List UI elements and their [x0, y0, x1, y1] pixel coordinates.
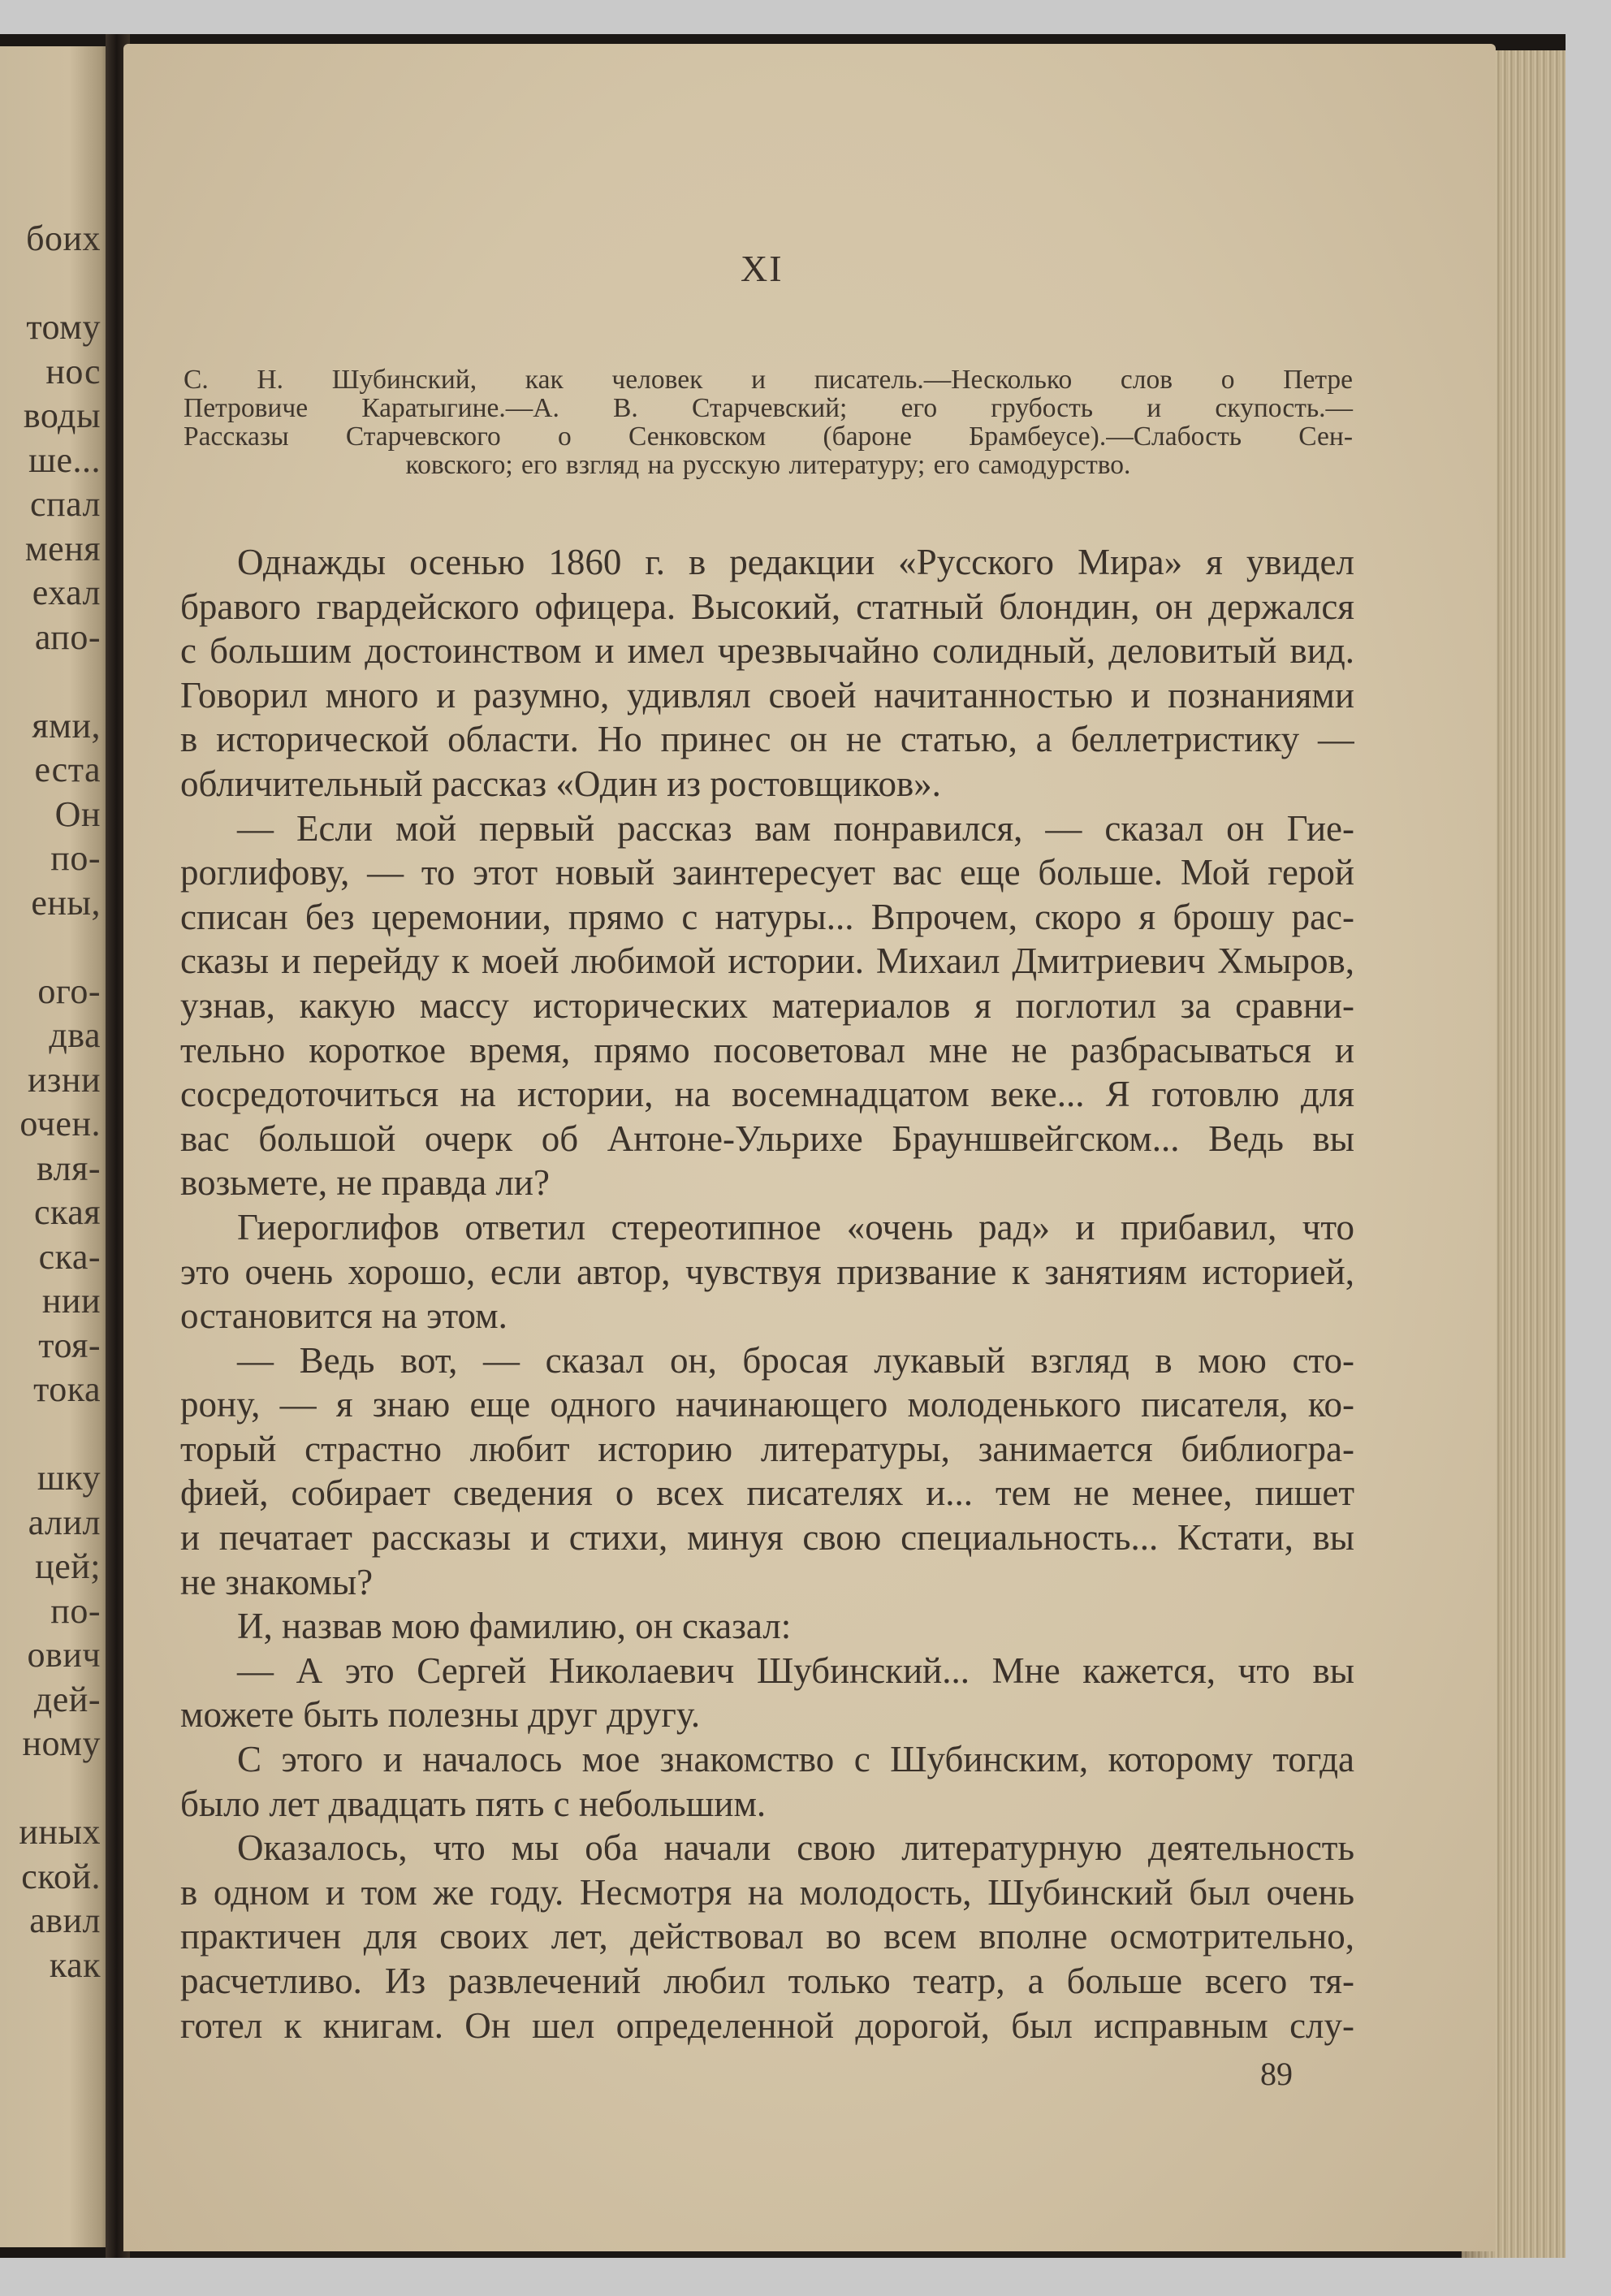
body-line: сосредоточиться на истории, на восемнадцатом веке... Я готовлю для — [180, 1074, 1354, 1115]
left-page-fragment: меня — [24, 528, 101, 569]
body-line: в одном и том же году. Несмотря на молодость, Шубинский был очень — [180, 1871, 1354, 1913]
body-line: вас большой очерк об Антоне-Ульрихе Брауншвейгском... Ведь вы — [180, 1118, 1354, 1159]
body-line: торый страстно любит историю литературы, занимается библиогра- — [180, 1428, 1354, 1469]
body-line: списан без церемонии, прямо с натуры... Впрочем, скоро я брошу рас- — [180, 896, 1354, 937]
body-line: фией, собирает сведения о всех писателях и... тем не менее, пишет — [180, 1472, 1354, 1514]
left-page-fragment: боих — [26, 218, 101, 258]
left-page-fragment: по- — [50, 838, 101, 878]
left-page-fragment: изни — [27, 1059, 101, 1100]
left-page-fragment: тока — [33, 1369, 101, 1409]
left-page-fragment: ович — [27, 1635, 101, 1675]
left-page-fragment: ская — [33, 1192, 101, 1232]
left-page-fragment: по- — [50, 1590, 101, 1631]
body-line: рону, — я знаю еще одного начинающего молоденького писателя, ко- — [180, 1384, 1354, 1425]
left-page-fragment: иных — [19, 1812, 101, 1852]
left-page-fragment: ска- — [38, 1236, 101, 1277]
body-line: С этого и началось мое знакомство с Шубинским, которому тогда — [237, 1739, 1354, 1780]
summary-line: Петровиче Каратыгине.—А. В. Старчевский; его грубость и скупость.— — [184, 393, 1353, 423]
body-line: возьмете, не правда ли? — [180, 1162, 550, 1204]
left-page-fragment: Он — [54, 793, 101, 834]
left-page-fragment: нии — [41, 1281, 101, 1321]
left-page-fragment: вля- — [36, 1148, 101, 1188]
left-page-fragment: как — [49, 1944, 101, 1985]
body-line: готел к книгам. Он шел определенной дорогой, был исправным слу- — [180, 2004, 1354, 2046]
body-line: узнав, какую массу исторических материалов я поглотил за сравни- — [180, 984, 1354, 1026]
left-page-fragment: нос — [45, 351, 101, 391]
chapter-summary — [184, 365, 1353, 479]
body-line: тельно короткое время, прямо посоветовал мне не разбрасываться и — [180, 1029, 1354, 1070]
chapter-number: XI — [741, 248, 784, 289]
body-line: и печатает рассказы и стихи, минуя свою специальность... Кстати, вы — [180, 1517, 1354, 1559]
body-line: расчетливо. Из развлечений любил только театр, а больше всего тя- — [180, 1961, 1354, 2001]
left-page-fragment — [19, 659, 101, 704]
right-page — [123, 44, 1496, 2251]
book-scan — [0, 34, 1566, 2258]
left-page-fragment — [19, 1766, 101, 1811]
left-page-fragment: апо- — [34, 616, 101, 657]
body-line: — Если мой первый рассказ вам понравился, — сказал он Гие- — [237, 807, 1354, 849]
body-line: сказы и перейду к моей любимой истории. Михаил Дмитриевич Хмыров, — [180, 940, 1354, 982]
body-line: — А это Сергей Николаевич Шубинский... Мне кажется, что вы — [237, 1650, 1354, 1691]
left-page-fragment: ены, — [31, 882, 101, 923]
left-page-text-fragments — [19, 217, 101, 1987]
left-page-fragment: воды — [23, 396, 101, 435]
body-line: практичен для своих лет, действовал во всем вполне осмотрительно, — [180, 1916, 1354, 1957]
body-line: это очень хорошо, если автор, чувствуя призвание к занятиям историей, — [180, 1251, 1354, 1292]
body-line: бравого гвардейского офицера. Высокий, статный блондин, он держался — [180, 586, 1354, 627]
body-line: Оказалось, что мы оба начали свою литературную деятельность — [237, 1827, 1354, 1869]
body-line: — Ведь вот, — сказал он, бросая лукавый взгляд в мою сто- — [237, 1339, 1354, 1381]
summary-line: С. Н. Шубинский, как человек и писатель.—Несколько слов о Петре — [184, 365, 1353, 395]
left-page-fragment — [19, 262, 101, 306]
body-line: было лет двадцать пять с небольшим. — [180, 1783, 767, 1824]
left-page-fragment: алил — [28, 1502, 101, 1542]
summary-line: Рассказы Старчевского о Сенковском (бароне Брамбеусе).—Слабость Сен- — [184, 422, 1353, 452]
left-page-fragment: тоя- — [38, 1325, 101, 1365]
body-line: в исторической области. Но принес он не статью, а беллетристику — — [180, 719, 1354, 760]
body-line: Гиероглифов ответил стереотипное «очень рад» и прибавил, что — [237, 1206, 1354, 1247]
left-page-fragment: ше... — [28, 439, 101, 480]
left-page-fragment — [19, 925, 101, 970]
left-page-fragment: ями, — [32, 705, 101, 746]
body-line: обличительный рассказ «Один из ростовщиков». — [180, 763, 941, 804]
left-page-fragment: шку — [37, 1458, 101, 1498]
left-page-fragment — [19, 1412, 101, 1457]
body-line: остановится на этом. — [180, 1295, 507, 1337]
left-page-fragment: тому — [26, 307, 101, 347]
left-page-fragment: авил — [29, 1900, 101, 1940]
body-line: роглифову, — то этот новый заинтересует вас еще больше. Мой герой — [180, 852, 1354, 893]
left-page-fragment: ному — [22, 1723, 101, 1763]
left-page-fragment: спал — [30, 484, 101, 524]
body-text — [180, 540, 1354, 2047]
left-page-fragment: очен. — [19, 1104, 101, 1144]
left-page-fragment: цей; — [35, 1546, 101, 1586]
left-page-fragment: ехал — [32, 573, 101, 612]
page-number: 89 — [1260, 2056, 1293, 2092]
left-page-fragment: ской. — [21, 1856, 101, 1896]
left-page-fragment: еста — [34, 750, 101, 789]
left-page-fragment: два — [49, 1015, 101, 1055]
body-line: Однажды осенью 1860 г. в редакции «Русского Мира» я увидел — [237, 542, 1354, 582]
body-line: Говорил много и разумно, удивлял своей начитанностью и познаниями — [180, 674, 1354, 716]
body-line: не знакомы? — [180, 1561, 374, 1602]
left-page — [0, 46, 115, 2247]
body-line: можете быть полезны друг другу. — [180, 1694, 701, 1736]
body-line: И, назвав мою фамилию, он сказал: — [237, 1606, 792, 1647]
body-line: с большим достоинством и имел чрезвычайно солидный, деловитый вид. — [180, 630, 1354, 672]
left-page-fragment: ого- — [37, 971, 101, 1011]
left-page-fragment: дей- — [33, 1679, 101, 1719]
summary-line: ковского; его взгляд на русскую литературу; его самодурство. — [405, 450, 1131, 480]
